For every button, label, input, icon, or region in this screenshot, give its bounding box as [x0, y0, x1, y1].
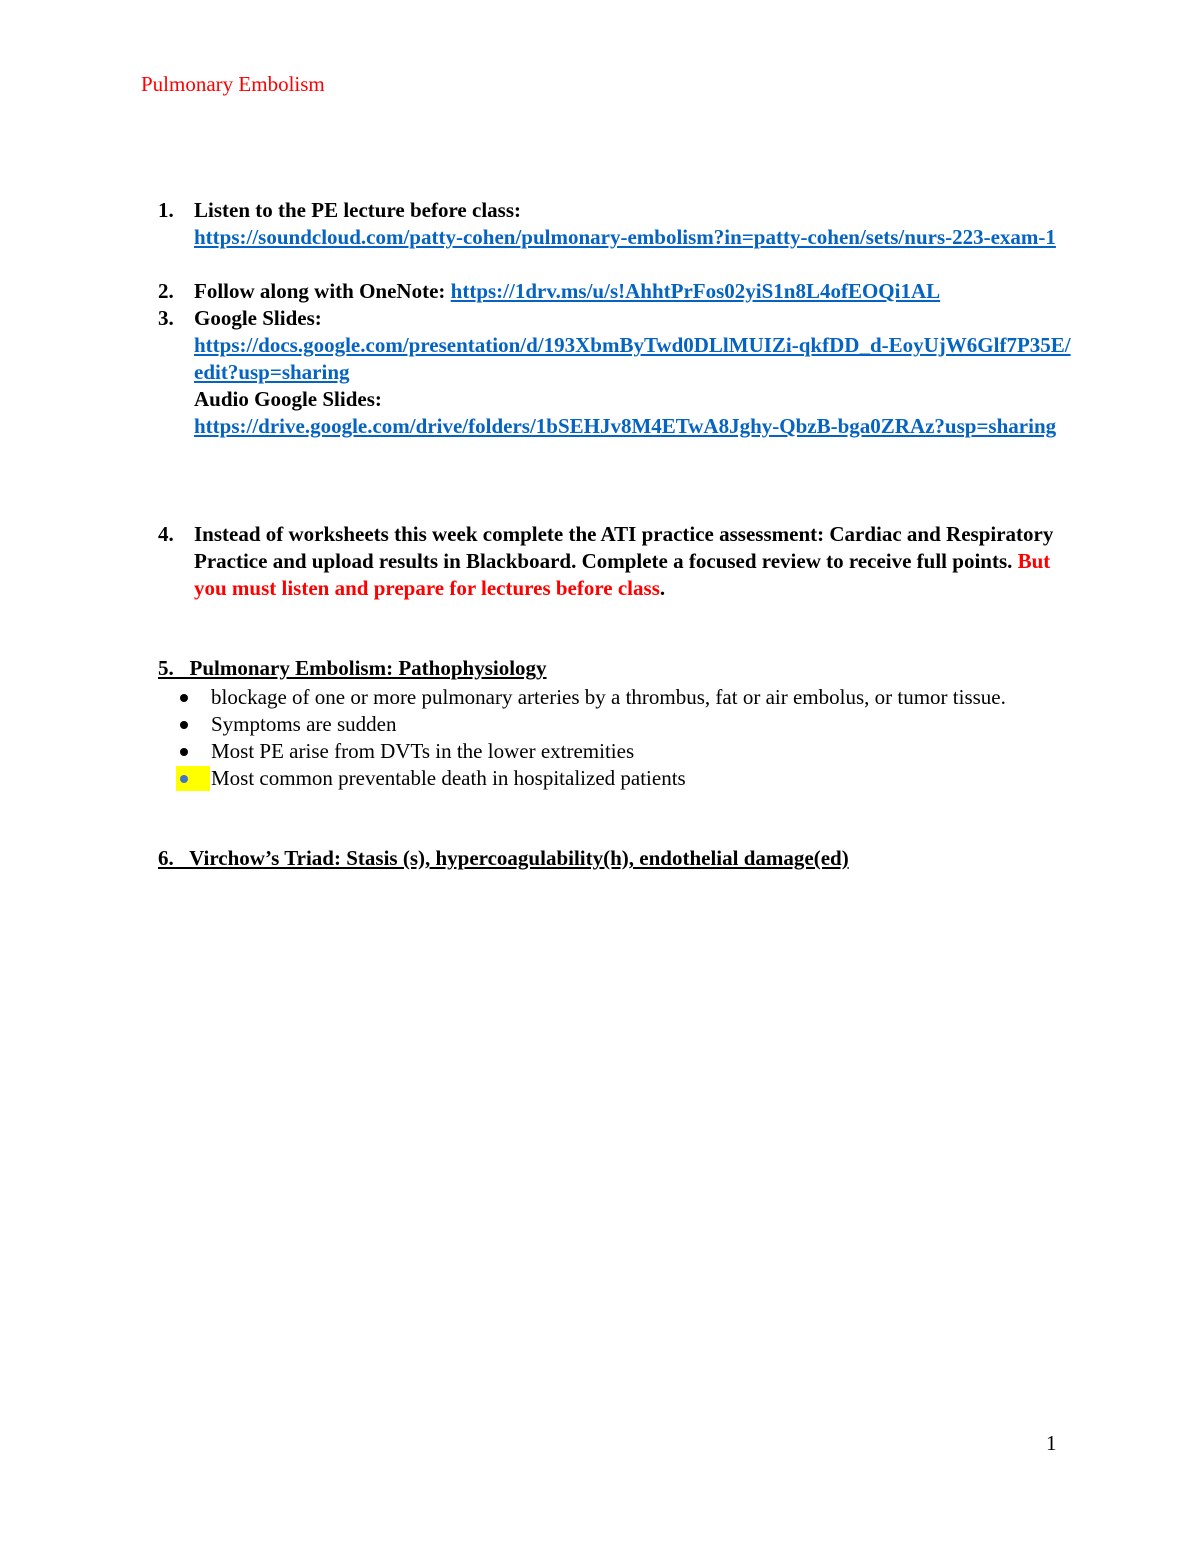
page-number: 1 — [1046, 1431, 1057, 1455]
list-item-3 — [158, 305, 1078, 440]
list-item-label: Google Slides: — [194, 306, 322, 330]
bullet-text: Most common preventable death in hospitalized patients — [211, 766, 686, 790]
list-item-1 — [158, 197, 1078, 251]
bullet-text: Symptoms are sudden — [211, 712, 397, 736]
bullet-icon — [180, 775, 188, 783]
bullet-icon — [180, 694, 188, 702]
ati-instructions-text: Instead of worksheets this week complete the ATI practice assessment: Cardiac and Respiratory Practice and upload results in Blackboard. Complete a focused review to receive full points. — [194, 522, 1054, 573]
bullet-item — [158, 711, 1058, 738]
list-item-label: Follow along with OneNote: — [194, 279, 451, 303]
list-item-number: 2. — [158, 279, 174, 303]
end-punctuation: . — [659, 576, 666, 600]
warning-text: But you must listen and prepare for lectures before class — [194, 549, 1051, 600]
bullet-item — [158, 765, 1058, 792]
audio-slides-label: Audio Google Slides: — [194, 387, 382, 411]
section-heading-virchows-triad: 6. Virchow’s Triad: Stasis (s), hypercoagulability(h), endothelial damage(ed) — [158, 846, 849, 870]
list-item-number: 4. — [158, 522, 174, 546]
list-item-number: 3. — [158, 306, 174, 330]
bullet-text: blockage of one or more pulmonary arteries by a thrombus, fat or air embolus, or tumor tissue. — [211, 685, 1006, 709]
section-heading-pathophysiology: 5. Pulmonary Embolism: Pathophysiology — [158, 656, 547, 680]
list-item-label: Listen to the PE lecture before class: — [194, 198, 521, 222]
bullet-item — [158, 738, 1058, 765]
bullet-icon — [180, 748, 188, 756]
onenote-link[interactable]: https://1drv.ms/u/s!AhhtPrFos02yiS1n8L4ofEOQi1AL — [450, 279, 941, 303]
bullet-icon — [180, 721, 188, 729]
google-slides-link[interactable]: https://docs.google.com/presentation/d/193XbmByTwd0DLlMUIZi-qkfDD_d-EoyUjW6Glf7P35E/edit?usp=sharing — [194, 333, 1071, 384]
bullet-text: Most PE arise from DVTs in the lower extremities — [211, 739, 635, 763]
page-title: Pulmonary Embolism — [141, 72, 325, 96]
list-item-2 — [158, 278, 1078, 305]
pathophysiology-bullet-list — [158, 684, 1058, 792]
list-item-4 — [158, 521, 1078, 602]
audio-slides-link[interactable]: https://drive.google.com/drive/folders/1bSEHJv8M4ETwA8Jghy-QbzB-bga0ZRAz?usp=sharing — [194, 414, 1057, 438]
bullet-item — [158, 684, 1058, 711]
soundcloud-link[interactable]: https://soundcloud.com/patty-cohen/pulmonary-embolism?in=patty-cohen/sets/nurs-223-exam-1 — [194, 225, 1056, 249]
list-item-number: 1. — [158, 198, 174, 222]
